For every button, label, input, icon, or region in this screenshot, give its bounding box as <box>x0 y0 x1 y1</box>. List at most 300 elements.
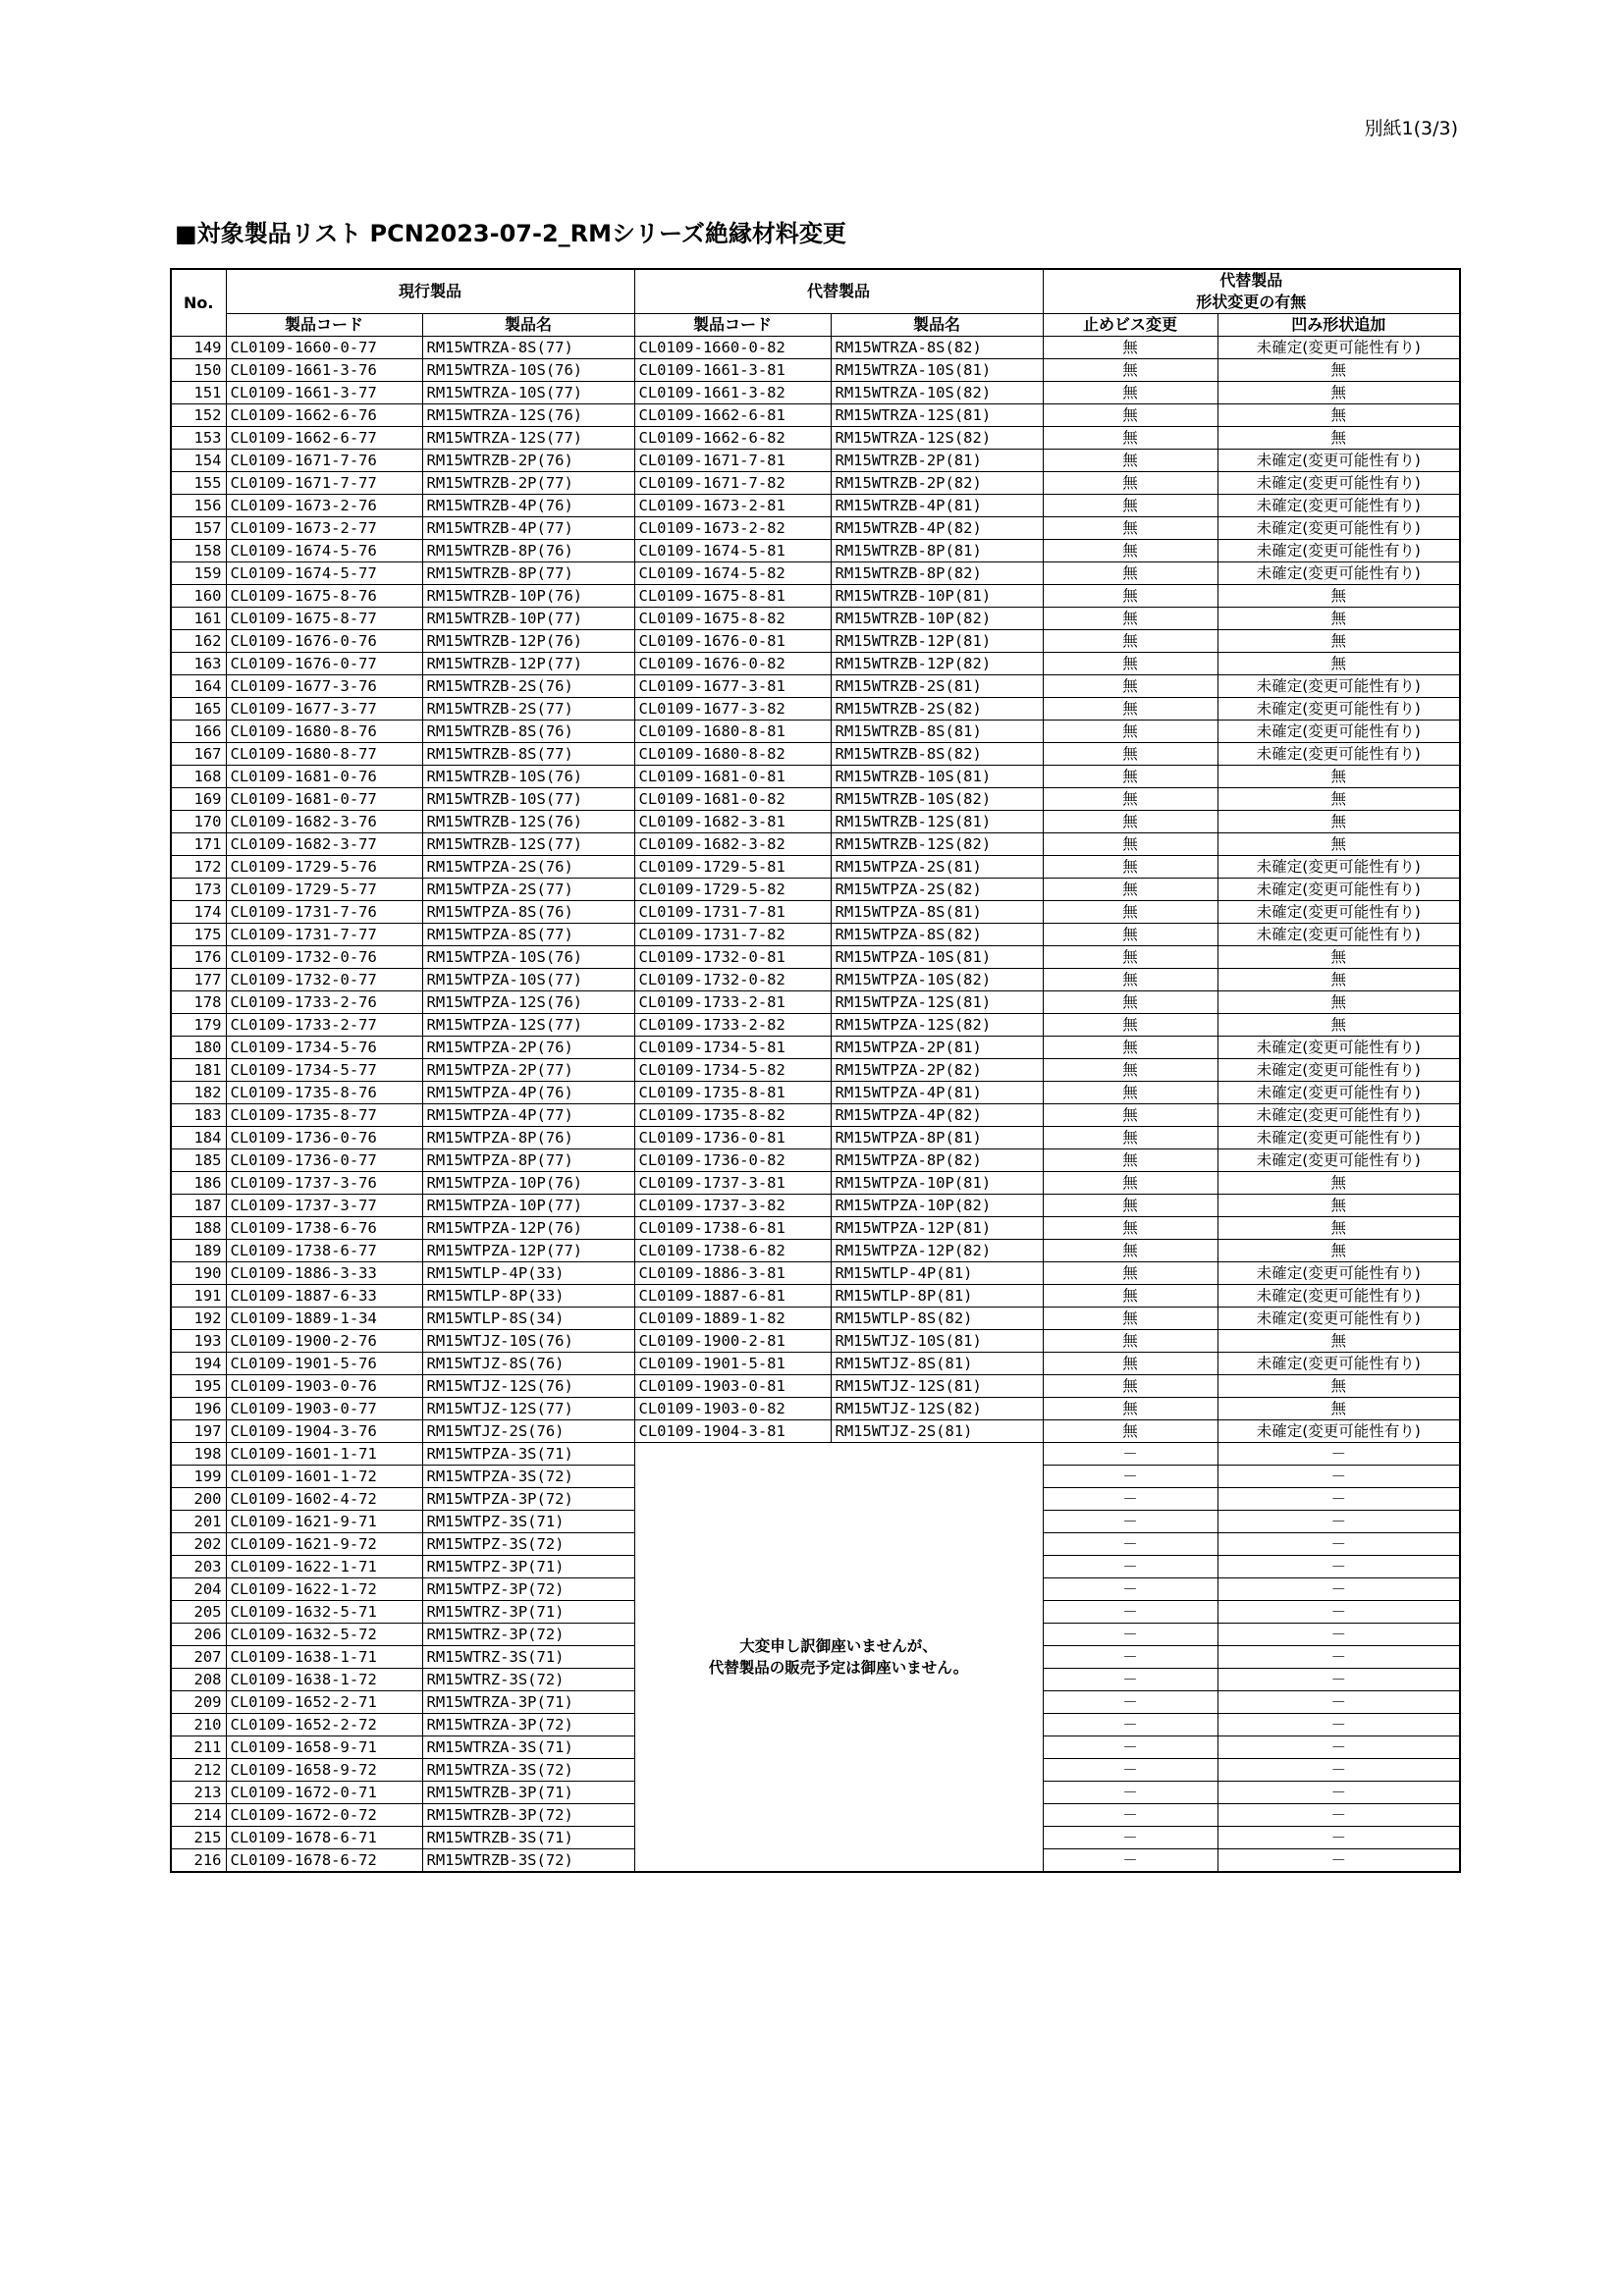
screw-change: 無 <box>1043 991 1217 1014</box>
table-row <box>171 901 1460 924</box>
recess-change: 無 <box>1217 1398 1460 1420</box>
row-no: 168 <box>171 766 226 788</box>
product-code: CL0109-1601-1-72 <box>226 1466 422 1488</box>
product-name: RM15WTPZA-12S(76) <box>422 991 634 1014</box>
alt-product-name: RM15WTRZB-4P(81) <box>831 495 1043 517</box>
row-no: 195 <box>171 1375 226 1398</box>
product-code: CL0109-1672-0-71 <box>226 1782 422 1804</box>
alt-product-name: RM15WTRZA-10S(81) <box>831 359 1043 382</box>
recess-change: 無 <box>1217 404 1460 427</box>
product-name: RM15WTPZA-4P(77) <box>422 1104 634 1127</box>
product-name: RM15WTRZB-3S(72) <box>422 1849 634 1873</box>
product-code: CL0109-1901-5-76 <box>226 1353 422 1375</box>
row-no: 163 <box>171 653 226 675</box>
header-no: No. <box>171 269 226 337</box>
table-row <box>171 698 1460 721</box>
row-no: 205 <box>171 1601 226 1624</box>
recess-change: － <box>1217 1466 1460 1488</box>
screw-change: 無 <box>1043 1285 1217 1308</box>
table-row <box>171 1149 1460 1172</box>
alt-product-code: CL0109-1671-7-81 <box>634 450 831 472</box>
product-name: RM15WTRZ-3P(71) <box>422 1601 634 1624</box>
product-name: RM15WTJZ-2S(76) <box>422 1420 634 1443</box>
product-code: CL0109-1736-0-76 <box>226 1127 422 1149</box>
recess-change: － <box>1217 1714 1460 1736</box>
header-current-group: 現行製品 <box>226 269 634 314</box>
header-name: 製品名 <box>422 314 634 337</box>
alt-product-code: CL0109-1738-6-82 <box>634 1240 831 1262</box>
product-name: RM15WTPZ-3P(71) <box>422 1556 634 1578</box>
product-name: RM15WTPZ-3S(72) <box>422 1533 634 1556</box>
alt-product-code: CL0109-1675-8-81 <box>634 585 831 608</box>
alt-product-code: CL0109-1903-0-82 <box>634 1398 831 1420</box>
product-code: CL0109-1887-6-33 <box>226 1285 422 1308</box>
screw-change: 無 <box>1043 337 1217 359</box>
table-row <box>171 788 1460 811</box>
row-no: 208 <box>171 1669 226 1691</box>
recess-change: 無 <box>1217 1217 1460 1240</box>
product-name: RM15WTLP-8S(34) <box>422 1308 634 1330</box>
alt-product-code: CL0109-1904-3-81 <box>634 1420 831 1443</box>
table-row <box>171 562 1460 585</box>
screw-change: 無 <box>1043 743 1217 766</box>
screw-change: 無 <box>1043 1398 1217 1420</box>
screw-change: 無 <box>1043 879 1217 901</box>
table-row <box>171 472 1460 495</box>
row-no: 216 <box>171 1849 226 1873</box>
product-name: RM15WTRZB-10S(77) <box>422 788 634 811</box>
recess-change: － <box>1217 1488 1460 1511</box>
alt-product-name: RM15WTPZA-8S(81) <box>831 901 1043 924</box>
recess-change: 未確定(変更可能性有り) <box>1217 1104 1460 1127</box>
table-header <box>171 269 1460 337</box>
alt-product-code: CL0109-1676-0-82 <box>634 653 831 675</box>
screw-change: 無 <box>1043 1195 1217 1217</box>
recess-change: － <box>1217 1578 1460 1601</box>
product-code: CL0109-1729-5-76 <box>226 856 422 879</box>
screw-change: 無 <box>1043 653 1217 675</box>
screw-change: 無 <box>1043 427 1217 450</box>
product-name: RM15WTPZA-2P(76) <box>422 1037 634 1059</box>
table-row <box>171 630 1460 653</box>
row-no: 172 <box>171 856 226 879</box>
alt-product-name: RM15WTRZB-12P(81) <box>831 630 1043 653</box>
alt-product-code: CL0109-1731-7-81 <box>634 901 831 924</box>
header-shape-group <box>1043 269 1460 314</box>
alt-product-code: CL0109-1682-3-82 <box>634 833 831 856</box>
screw-change: － <box>1043 1691 1217 1714</box>
product-name: RM15WTPZA-12P(77) <box>422 1240 634 1262</box>
alt-product-name: RM15WTPZA-10P(81) <box>831 1172 1043 1195</box>
alt-product-code: CL0109-1735-8-82 <box>634 1104 831 1127</box>
product-name: RM15WTRZ-3S(72) <box>422 1669 634 1691</box>
recess-change: 無 <box>1217 1014 1460 1037</box>
table-row <box>171 743 1460 766</box>
product-code: CL0109-1889-1-34 <box>226 1308 422 1330</box>
alt-product-name: RM15WTRZB-4P(82) <box>831 517 1043 540</box>
recess-change: 無 <box>1217 766 1460 788</box>
row-no: 152 <box>171 404 226 427</box>
product-name: RM15WTPZA-3S(72) <box>422 1466 634 1488</box>
screw-change: 無 <box>1043 517 1217 540</box>
product-code: CL0109-1660-0-77 <box>226 337 422 359</box>
alt-product-code: CL0109-1681-0-81 <box>634 766 831 788</box>
alt-product-name: RM15WTRZB-8S(81) <box>831 721 1043 743</box>
row-no: 188 <box>171 1217 226 1240</box>
alt-product-code: CL0109-1729-5-81 <box>634 856 831 879</box>
screw-change: 無 <box>1043 1059 1217 1082</box>
screw-change: 無 <box>1043 811 1217 833</box>
recess-change: 未確定(変更可能性有り) <box>1217 924 1460 946</box>
product-code: CL0109-1731-7-76 <box>226 901 422 924</box>
alt-product-name: RM15WTLP-4P(81) <box>831 1262 1043 1285</box>
alt-product-name: RM15WTRZB-2P(81) <box>831 450 1043 472</box>
product-code: CL0109-1677-3-77 <box>226 698 422 721</box>
table-row <box>171 1443 1460 1466</box>
product-code: CL0109-1900-2-76 <box>226 1330 422 1353</box>
table-row <box>171 1014 1460 1037</box>
screw-change: 無 <box>1043 675 1217 698</box>
recess-change: 無 <box>1217 382 1460 404</box>
alt-product-name: RM15WTRZB-2S(81) <box>831 675 1043 698</box>
row-no: 158 <box>171 540 226 562</box>
alt-product-name: RM15WTPZA-4P(82) <box>831 1104 1043 1127</box>
no-alternative-note-line2: 代替製品の販売予定は御座いません。 <box>708 1659 969 1677</box>
screw-change: － <box>1043 1714 1217 1736</box>
recess-change: 未確定(変更可能性有り) <box>1217 450 1460 472</box>
table-row <box>171 495 1460 517</box>
row-no: 196 <box>171 1398 226 1420</box>
alt-product-name: RM15WTPZA-12S(81) <box>831 991 1043 1014</box>
product-code: CL0109-1681-0-77 <box>226 788 422 811</box>
alt-product-name: RM15WTPZA-8S(82) <box>831 924 1043 946</box>
product-name: RM15WTLP-4P(33) <box>422 1262 634 1285</box>
product-name: RM15WTPZA-2S(77) <box>422 879 634 901</box>
row-no: 149 <box>171 337 226 359</box>
product-code: CL0109-1738-6-76 <box>226 1217 422 1240</box>
screw-change: 無 <box>1043 495 1217 517</box>
screw-change: 無 <box>1043 1127 1217 1149</box>
table-row <box>171 1420 1460 1443</box>
product-code: CL0109-1734-5-76 <box>226 1037 422 1059</box>
table-row <box>171 653 1460 675</box>
alt-product-name: RM15WTPZA-2P(82) <box>831 1059 1043 1082</box>
alt-product-name: RM15WTPZA-2S(82) <box>831 879 1043 901</box>
alt-product-name: RM15WTRZA-10S(82) <box>831 382 1043 404</box>
product-name: RM15WTPZA-2P(77) <box>422 1059 634 1082</box>
recess-change: 未確定(変更可能性有り) <box>1217 1420 1460 1443</box>
screw-change: 無 <box>1043 1375 1217 1398</box>
recess-change: 無 <box>1217 427 1460 450</box>
recess-change: 未確定(変更可能性有り) <box>1217 517 1460 540</box>
table-row <box>171 675 1460 698</box>
row-no: 184 <box>171 1127 226 1149</box>
product-code: CL0109-1638-1-72 <box>226 1669 422 1691</box>
recess-change: － <box>1217 1646 1460 1669</box>
product-name: RM15WTRZB-10S(76) <box>422 766 634 788</box>
no-alternative-note-line1: 大変申し訳御座いませんが、 <box>739 1637 938 1655</box>
recess-change: 未確定(変更可能性有り) <box>1217 743 1460 766</box>
row-no: 200 <box>171 1488 226 1511</box>
product-code: CL0109-1673-2-76 <box>226 495 422 517</box>
product-code: CL0109-1682-3-76 <box>226 811 422 833</box>
row-no: 190 <box>171 1262 226 1285</box>
product-code: CL0109-1735-8-76 <box>226 1082 422 1104</box>
product-code: CL0109-1676-0-77 <box>226 653 422 675</box>
alt-product-code: CL0109-1889-1-82 <box>634 1308 831 1330</box>
product-name: RM15WTRZA-3P(71) <box>422 1691 634 1714</box>
product-code: CL0109-1732-0-77 <box>226 969 422 991</box>
recess-change: － <box>1217 1601 1460 1624</box>
recess-change: － <box>1217 1511 1460 1533</box>
header-alt-group: 代替製品 <box>634 269 1043 314</box>
row-no: 214 <box>171 1804 226 1827</box>
product-code: CL0109-1680-8-77 <box>226 743 422 766</box>
row-no: 209 <box>171 1691 226 1714</box>
product-name: RM15WTRZB-3S(71) <box>422 1827 634 1849</box>
screw-change: 無 <box>1043 856 1217 879</box>
alt-product-code: CL0109-1675-8-82 <box>634 608 831 630</box>
recess-change: 無 <box>1217 1330 1460 1353</box>
table-row <box>171 1172 1460 1195</box>
product-name: RM15WTRZA-10S(76) <box>422 359 634 382</box>
alt-product-name: RM15WTRZB-8S(82) <box>831 743 1043 766</box>
recess-change: － <box>1217 1669 1460 1691</box>
product-code: CL0109-1732-0-76 <box>226 946 422 969</box>
row-no: 166 <box>171 721 226 743</box>
screw-change: 無 <box>1043 833 1217 856</box>
alt-product-code: CL0109-1682-3-81 <box>634 811 831 833</box>
recess-change: 未確定(変更可能性有り) <box>1217 879 1460 901</box>
product-code: CL0109-1733-2-77 <box>226 1014 422 1037</box>
table-row <box>171 1375 1460 1398</box>
product-name: RM15WTJZ-12S(76) <box>422 1375 634 1398</box>
row-no: 156 <box>171 495 226 517</box>
alt-product-name: RM15WTRZB-12S(81) <box>831 811 1043 833</box>
recess-change: － <box>1217 1443 1460 1466</box>
table-row <box>171 337 1460 359</box>
table-row <box>171 721 1460 743</box>
recess-change: 未確定(変更可能性有り) <box>1217 1037 1460 1059</box>
row-no: 153 <box>171 427 226 450</box>
product-code: CL0109-1675-8-76 <box>226 585 422 608</box>
row-no: 178 <box>171 991 226 1014</box>
screw-change: － <box>1043 1736 1217 1759</box>
table-row <box>171 879 1460 901</box>
row-no: 160 <box>171 585 226 608</box>
product-code: CL0109-1735-8-77 <box>226 1104 422 1127</box>
row-no: 154 <box>171 450 226 472</box>
alt-product-code: CL0109-1886-3-81 <box>634 1262 831 1285</box>
row-no: 191 <box>171 1285 226 1308</box>
header-code: 製品コード <box>226 314 422 337</box>
row-no: 199 <box>171 1466 226 1488</box>
product-code: CL0109-1602-4-72 <box>226 1488 422 1511</box>
row-no: 210 <box>171 1714 226 1736</box>
alt-product-code: CL0109-1674-5-81 <box>634 540 831 562</box>
recess-change: 未確定(変更可能性有り) <box>1217 1262 1460 1285</box>
header-shape-line1: 代替製品 <box>1219 271 1283 290</box>
row-no: 173 <box>171 879 226 901</box>
product-name: RM15WTRZA-12S(77) <box>422 427 634 450</box>
row-no: 194 <box>171 1353 226 1375</box>
recess-change: － <box>1217 1691 1460 1714</box>
row-no: 159 <box>171 562 226 585</box>
screw-change: 無 <box>1043 788 1217 811</box>
table-row <box>171 766 1460 788</box>
product-code: CL0109-1675-8-77 <box>226 608 422 630</box>
screw-change: 無 <box>1043 472 1217 495</box>
product-name: RM15WTRZB-12P(76) <box>422 630 634 653</box>
alt-product-code: CL0109-1734-5-82 <box>634 1059 831 1082</box>
alt-product-code: CL0109-1737-3-82 <box>634 1195 831 1217</box>
product-code: CL0109-1681-0-76 <box>226 766 422 788</box>
product-name: RM15WTRZB-2S(77) <box>422 698 634 721</box>
alt-product-name: RM15WTPZA-10S(81) <box>831 946 1043 969</box>
product-code: CL0109-1671-7-77 <box>226 472 422 495</box>
product-code: CL0109-1678-6-71 <box>226 1827 422 1849</box>
product-code: CL0109-1903-0-76 <box>226 1375 422 1398</box>
screw-change: 無 <box>1043 1104 1217 1127</box>
product-code: CL0109-1738-6-77 <box>226 1240 422 1262</box>
row-no: 197 <box>171 1420 226 1443</box>
product-name: RM15WTRZ-3P(72) <box>422 1624 634 1646</box>
product-code: CL0109-1674-5-76 <box>226 540 422 562</box>
product-name: RM15WTPZA-8P(76) <box>422 1127 634 1149</box>
recess-change: － <box>1217 1759 1460 1782</box>
screw-change: 無 <box>1043 766 1217 788</box>
recess-change: 未確定(変更可能性有り) <box>1217 337 1460 359</box>
screw-change: － <box>1043 1827 1217 1849</box>
product-code: CL0109-1621-9-72 <box>226 1533 422 1556</box>
alt-product-name: RM15WTRZA-12S(82) <box>831 427 1043 450</box>
product-code: CL0109-1678-6-72 <box>226 1849 422 1873</box>
table-row <box>171 1262 1460 1285</box>
screw-change: 無 <box>1043 1172 1217 1195</box>
alt-product-name: RM15WTRZB-10S(82) <box>831 788 1043 811</box>
recess-change: 未確定(変更可能性有り) <box>1217 1353 1460 1375</box>
table-row <box>171 427 1460 450</box>
alt-product-code: CL0109-1735-8-81 <box>634 1082 831 1104</box>
row-no: 198 <box>171 1443 226 1466</box>
table-row <box>171 991 1460 1014</box>
row-no: 170 <box>171 811 226 833</box>
recess-change: 未確定(変更可能性有り) <box>1217 1308 1460 1330</box>
recess-change: 無 <box>1217 1375 1460 1398</box>
product-code: CL0109-1658-9-71 <box>226 1736 422 1759</box>
row-no: 189 <box>171 1240 226 1262</box>
table-row <box>171 1398 1460 1420</box>
screw-change: － <box>1043 1782 1217 1804</box>
product-name: RM15WTRZA-12S(76) <box>422 404 634 427</box>
alt-product-name: RM15WTRZB-8P(81) <box>831 540 1043 562</box>
alt-product-code: CL0109-1673-2-82 <box>634 517 831 540</box>
table-row <box>171 924 1460 946</box>
row-no: 211 <box>171 1736 226 1759</box>
row-no: 192 <box>171 1308 226 1330</box>
screw-change: － <box>1043 1849 1217 1873</box>
recess-change: 無 <box>1217 653 1460 675</box>
row-no: 206 <box>171 1624 226 1646</box>
row-no: 213 <box>171 1782 226 1804</box>
table-row <box>171 1127 1460 1149</box>
alt-product-name: RM15WTJZ-12S(81) <box>831 1375 1043 1398</box>
product-code: CL0109-1674-5-77 <box>226 562 422 585</box>
table-body <box>171 337 1460 1873</box>
product-name: RM15WTPZ-3S(71) <box>422 1511 634 1533</box>
table-row <box>171 969 1460 991</box>
alt-product-name: RM15WTJZ-8S(81) <box>831 1353 1043 1375</box>
row-no: 155 <box>171 472 226 495</box>
product-code: CL0109-1676-0-76 <box>226 630 422 653</box>
row-no: 157 <box>171 517 226 540</box>
screw-change: － <box>1043 1443 1217 1466</box>
product-code: CL0109-1662-6-76 <box>226 404 422 427</box>
product-name: RM15WTRZB-2P(77) <box>422 472 634 495</box>
row-no: 151 <box>171 382 226 404</box>
product-code: CL0109-1677-3-76 <box>226 675 422 698</box>
screw-change: － <box>1043 1488 1217 1511</box>
alt-product-code: CL0109-1661-3-82 <box>634 382 831 404</box>
recess-change: 無 <box>1217 359 1460 382</box>
product-name: RM15WTRZB-10P(76) <box>422 585 634 608</box>
table-row <box>171 1330 1460 1353</box>
screw-change: － <box>1043 1578 1217 1601</box>
recess-change: － <box>1217 1849 1460 1873</box>
screw-change: 無 <box>1043 608 1217 630</box>
recess-change: 無 <box>1217 833 1460 856</box>
product-code: CL0109-1658-9-72 <box>226 1759 422 1782</box>
table-row <box>171 1104 1460 1127</box>
row-no: 212 <box>171 1759 226 1782</box>
product-code: CL0109-1622-1-72 <box>226 1578 422 1601</box>
row-no: 171 <box>171 833 226 856</box>
alt-product-name: RM15WTPZA-2P(81) <box>831 1037 1043 1059</box>
product-code: CL0109-1729-5-77 <box>226 879 422 901</box>
product-name: RM15WTRZB-2P(76) <box>422 450 634 472</box>
product-name: RM15WTRZB-3P(72) <box>422 1804 634 1827</box>
table-row <box>171 450 1460 472</box>
row-no: 203 <box>171 1556 226 1578</box>
recess-change: 未確定(変更可能性有り) <box>1217 675 1460 698</box>
product-name: RM15WTJZ-12S(77) <box>422 1398 634 1420</box>
product-code: CL0109-1632-5-71 <box>226 1601 422 1624</box>
product-name: RM15WTPZA-12S(77) <box>422 1014 634 1037</box>
product-name: RM15WTPZA-10S(76) <box>422 946 634 969</box>
alt-product-code: CL0109-1736-0-81 <box>634 1127 831 1149</box>
row-no: 180 <box>171 1037 226 1059</box>
row-no: 186 <box>171 1172 226 1195</box>
table-row <box>171 540 1460 562</box>
screw-change: 無 <box>1043 404 1217 427</box>
screw-change: 無 <box>1043 1308 1217 1330</box>
alt-product-code: CL0109-1677-3-81 <box>634 675 831 698</box>
row-no: 185 <box>171 1149 226 1172</box>
recess-change: 無 <box>1217 1240 1460 1262</box>
screw-change: 無 <box>1043 1353 1217 1375</box>
product-name: RM15WTPZA-8S(77) <box>422 924 634 946</box>
screw-change: 無 <box>1043 382 1217 404</box>
alt-product-name: RM15WTLP-8S(82) <box>831 1308 1043 1330</box>
table-row <box>171 608 1460 630</box>
screw-change: 無 <box>1043 1014 1217 1037</box>
table-row <box>171 382 1460 404</box>
screw-change: 無 <box>1043 969 1217 991</box>
screw-change: 無 <box>1043 1037 1217 1059</box>
product-code: CL0109-1601-1-71 <box>226 1443 422 1466</box>
recess-change: 無 <box>1217 811 1460 833</box>
screw-change: 無 <box>1043 562 1217 585</box>
